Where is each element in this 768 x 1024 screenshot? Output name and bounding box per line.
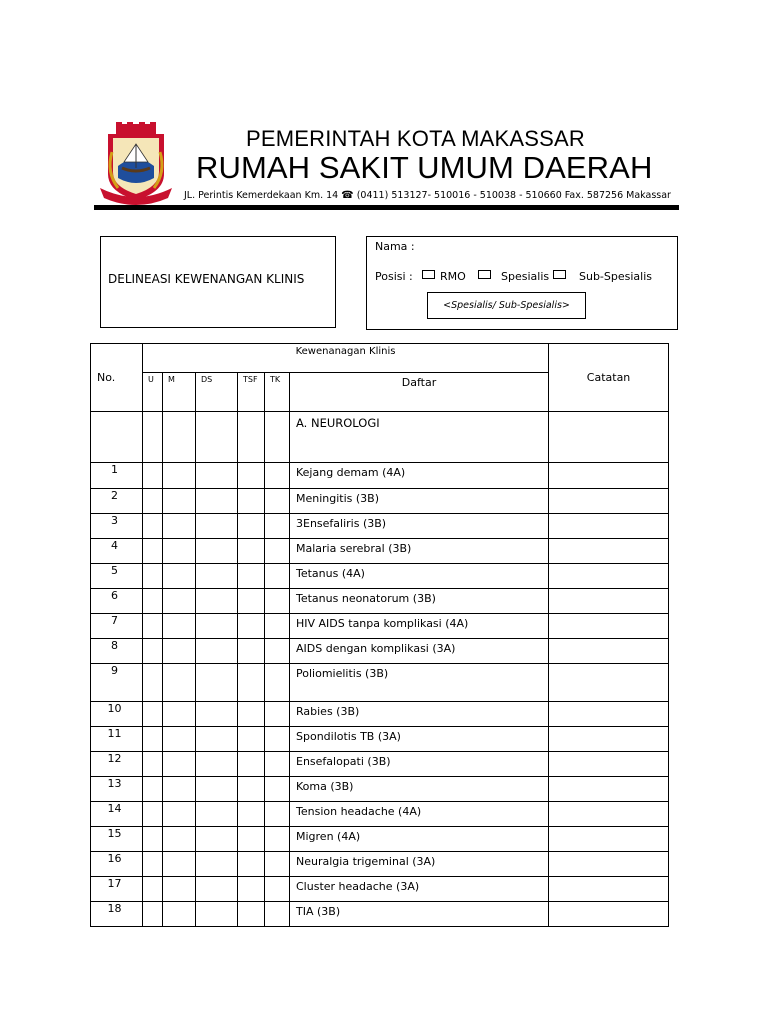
row-number: 1: [91, 463, 143, 489]
row-tk-cell[interactable]: [265, 827, 290, 852]
nama-label[interactable]: Nama :: [375, 240, 415, 253]
header-no: No.: [91, 344, 143, 412]
hospital-title: RUMAH SAKIT UMUM DAERAH: [196, 150, 653, 185]
spesialis-field[interactable]: <Spesialis/ Sub-Spesialis>: [427, 292, 586, 319]
row-m-cell[interactable]: [163, 489, 196, 514]
row-tsf-cell[interactable]: [238, 564, 265, 589]
header-m: M: [163, 373, 196, 412]
row-m-cell[interactable]: [163, 877, 196, 902]
row-u-cell[interactable]: [143, 489, 163, 514]
row-item: Neuralgia trigeminal (3A): [290, 852, 549, 877]
row-tk-cell[interactable]: [265, 802, 290, 827]
row-ds-cell[interactable]: [196, 664, 238, 702]
rmo-option-label: RMO: [440, 270, 466, 283]
table-row: [91, 727, 669, 752]
row-catatan-cell[interactable]: [549, 589, 669, 614]
row-m-cell[interactable]: [163, 589, 196, 614]
row-ds-cell[interactable]: [196, 539, 238, 564]
row-ds-cell[interactable]: [196, 752, 238, 777]
row-catatan-cell[interactable]: [549, 463, 669, 489]
table-header-row: [91, 344, 669, 373]
table-row: [91, 539, 669, 564]
row-m-cell[interactable]: [163, 752, 196, 777]
row-item: Poliomielitis (3B): [290, 664, 549, 702]
row-item: Rabies (3B): [290, 702, 549, 727]
spesialis-option-label: Spesialis: [501, 270, 550, 283]
section-no-cell: [91, 412, 143, 463]
table-row: [91, 514, 669, 539]
row-catatan-cell[interactable]: [549, 877, 669, 902]
row-number: 14: [91, 802, 143, 827]
row-tsf-cell[interactable]: [238, 777, 265, 802]
row-u-cell[interactable]: [143, 902, 163, 927]
row-m-cell[interactable]: [163, 639, 196, 664]
row-tk-cell[interactable]: [265, 702, 290, 727]
row-catatan-cell[interactable]: [549, 802, 669, 827]
row-tk-cell[interactable]: [265, 664, 290, 702]
row-tsf-cell[interactable]: [238, 752, 265, 777]
row-u-cell[interactable]: [143, 877, 163, 902]
row-ds-cell[interactable]: [196, 877, 238, 902]
row-number: 18: [91, 902, 143, 927]
row-tsf-cell[interactable]: [238, 489, 265, 514]
row-number: 6: [91, 589, 143, 614]
row-u-cell[interactable]: [143, 589, 163, 614]
row-m-cell[interactable]: [163, 727, 196, 752]
header-catatan: Catatan: [549, 344, 669, 412]
table-row: [91, 664, 669, 702]
form-title-box: [100, 236, 336, 328]
row-number: 17: [91, 877, 143, 902]
row-m-cell[interactable]: [163, 514, 196, 539]
header-ds: DS: [196, 373, 238, 412]
row-tsf-cell[interactable]: [238, 877, 265, 902]
table-row: [91, 614, 669, 639]
table-row: [91, 852, 669, 877]
row-number: 4: [91, 539, 143, 564]
row-m-cell[interactable]: [163, 777, 196, 802]
row-u-cell[interactable]: [143, 664, 163, 702]
row-ds-cell[interactable]: [196, 902, 238, 927]
row-tk-cell[interactable]: [265, 902, 290, 927]
row-catatan-cell[interactable]: [549, 727, 669, 752]
clinical-privileges-table: [90, 343, 669, 927]
posisi-label: Posisi :: [375, 270, 413, 283]
row-u-cell[interactable]: [143, 802, 163, 827]
row-ds-cell[interactable]: [196, 514, 238, 539]
header-tsf: TSF: [238, 373, 265, 412]
row-tk-cell[interactable]: [265, 489, 290, 514]
row-tsf-cell[interactable]: [238, 664, 265, 702]
row-catatan-cell[interactable]: [549, 752, 669, 777]
row-catatan-cell[interactable]: [549, 702, 669, 727]
row-tsf-cell[interactable]: [238, 514, 265, 539]
row-item: 3Ensefaliris (3B): [290, 514, 549, 539]
row-tsf-cell[interactable]: [238, 827, 265, 852]
section-ds-cell[interactable]: [196, 412, 238, 463]
row-u-cell[interactable]: [143, 614, 163, 639]
row-catatan-cell[interactable]: [549, 664, 669, 702]
row-m-cell[interactable]: [163, 702, 196, 727]
row-item: Tetanus (4A): [290, 564, 549, 589]
row-u-cell[interactable]: [143, 752, 163, 777]
row-number: 8: [91, 639, 143, 664]
row-number: 3: [91, 514, 143, 539]
row-tsf-cell[interactable]: [238, 802, 265, 827]
row-ds-cell[interactable]: [196, 827, 238, 852]
row-m-cell[interactable]: [163, 902, 196, 927]
address-contact: (0411) 513127- 510016 - 510038 - 510660 Fax. 587256 Makassar: [353, 190, 671, 201]
header-daftar: Daftar: [290, 373, 549, 412]
row-tsf-cell[interactable]: [238, 539, 265, 564]
row-u-cell[interactable]: [143, 539, 163, 564]
hospital-address: [184, 190, 671, 201]
section-catatan-cell[interactable]: [549, 412, 669, 463]
table-row: [91, 752, 669, 777]
row-catatan-cell[interactable]: [549, 902, 669, 927]
row-m-cell[interactable]: [163, 463, 196, 489]
spesialis-checkbox[interactable]: [478, 270, 491, 279]
row-item: Spondilotis TB (3A): [290, 727, 549, 752]
row-u-cell[interactable]: [143, 727, 163, 752]
row-u-cell[interactable]: [143, 639, 163, 664]
section-row: [91, 412, 669, 463]
row-tk-cell[interactable]: [265, 752, 290, 777]
row-number: 5: [91, 564, 143, 589]
row-item: Cluster headache (3A): [290, 877, 549, 902]
row-ds-cell[interactable]: [196, 489, 238, 514]
row-m-cell[interactable]: [163, 664, 196, 702]
row-m-cell[interactable]: [163, 827, 196, 852]
header-tk: TK: [265, 373, 290, 412]
header-divider: [94, 205, 679, 210]
row-tk-cell[interactable]: [265, 589, 290, 614]
row-tk-cell[interactable]: [265, 514, 290, 539]
row-tsf-cell[interactable]: [238, 852, 265, 877]
row-catatan-cell[interactable]: [549, 852, 669, 877]
row-item: Migren (4A): [290, 827, 549, 852]
row-m-cell[interactable]: [163, 539, 196, 564]
row-catatan-cell[interactable]: [549, 539, 669, 564]
row-number: 9: [91, 664, 143, 702]
row-u-cell[interactable]: [143, 564, 163, 589]
section-m-cell[interactable]: [163, 412, 196, 463]
row-ds-cell[interactable]: [196, 727, 238, 752]
row-tk-cell[interactable]: [265, 639, 290, 664]
row-u-cell[interactable]: [143, 852, 163, 877]
header-kewenangan: Kewenanagan Klinis: [143, 344, 549, 373]
row-number: 2: [91, 489, 143, 514]
phone-icon: ☎: [341, 190, 354, 201]
table-row: [91, 827, 669, 852]
row-tk-cell[interactable]: [265, 463, 290, 489]
row-item: Meningitis (3B): [290, 489, 549, 514]
row-ds-cell[interactable]: [196, 702, 238, 727]
table-row: [91, 777, 669, 802]
row-number: 15: [91, 827, 143, 852]
row-m-cell[interactable]: [163, 802, 196, 827]
row-number: 16: [91, 852, 143, 877]
row-m-cell[interactable]: [163, 614, 196, 639]
row-tk-cell[interactable]: [265, 614, 290, 639]
row-catatan-cell[interactable]: [549, 639, 669, 664]
table-row: [91, 702, 669, 727]
row-catatan-cell[interactable]: [549, 827, 669, 852]
row-ds-cell[interactable]: [196, 639, 238, 664]
row-ds-cell[interactable]: [196, 614, 238, 639]
row-u-cell[interactable]: [143, 463, 163, 489]
row-u-cell[interactable]: [143, 702, 163, 727]
row-tk-cell[interactable]: [265, 727, 290, 752]
row-item: Ensefalopati (3B): [290, 752, 549, 777]
row-catatan-cell[interactable]: [549, 514, 669, 539]
row-ds-cell[interactable]: [196, 802, 238, 827]
table-row: [91, 489, 669, 514]
row-catatan-cell[interactable]: [549, 489, 669, 514]
row-tk-cell[interactable]: [265, 564, 290, 589]
row-item: Koma (3B): [290, 777, 549, 802]
row-ds-cell[interactable]: [196, 852, 238, 877]
row-tk-cell[interactable]: [265, 539, 290, 564]
government-title: PEMERINTAH KOTA MAKASSAR: [246, 126, 585, 151]
sub-spesialis-option-label: Sub-Spesialis: [579, 270, 653, 283]
row-item: Tetanus neonatorum (3B): [290, 589, 549, 614]
table-row: [91, 639, 669, 664]
row-u-cell[interactable]: [143, 514, 163, 539]
section-tsf-cell[interactable]: [238, 412, 265, 463]
section-title: A. NEUROLOGI: [290, 412, 549, 463]
row-catatan-cell[interactable]: [549, 564, 669, 589]
row-tsf-cell[interactable]: [238, 727, 265, 752]
table-row: [91, 902, 669, 927]
row-item: AIDS dengan komplikasi (3A): [290, 639, 549, 664]
table-row: [91, 802, 669, 827]
row-number: 7: [91, 614, 143, 639]
identity-box: [366, 236, 678, 330]
row-tsf-cell[interactable]: [238, 463, 265, 489]
row-tk-cell[interactable]: [265, 777, 290, 802]
section-u-cell[interactable]: [143, 412, 163, 463]
row-ds-cell[interactable]: [196, 564, 238, 589]
section-tk-cell[interactable]: [265, 412, 290, 463]
row-item: Kejang demam (4A): [290, 463, 549, 489]
row-tsf-cell[interactable]: [238, 902, 265, 927]
table-row: [91, 589, 669, 614]
row-item: Malaria serebral (3B): [290, 539, 549, 564]
address-street: JL. Perintis Kemerdekaan Km. 14: [184, 190, 342, 201]
row-number: 13: [91, 777, 143, 802]
row-tsf-cell[interactable]: [238, 639, 265, 664]
row-ds-cell[interactable]: [196, 463, 238, 489]
row-number: 12: [91, 752, 143, 777]
sub-spesialis-checkbox[interactable]: [553, 270, 566, 279]
row-number: 11: [91, 727, 143, 752]
row-catatan-cell[interactable]: [549, 777, 669, 802]
row-tsf-cell[interactable]: [238, 589, 265, 614]
row-tk-cell[interactable]: [265, 852, 290, 877]
row-item: TIA (3B): [290, 902, 549, 927]
row-item: Tension headache (4A): [290, 802, 549, 827]
row-u-cell[interactable]: [143, 777, 163, 802]
rmo-checkbox[interactable]: [422, 270, 435, 279]
row-u-cell[interactable]: [143, 827, 163, 852]
row-ds-cell[interactable]: [196, 589, 238, 614]
makassar-emblem-logo: [98, 122, 174, 206]
row-m-cell[interactable]: [163, 564, 196, 589]
table-row: [91, 564, 669, 589]
row-catatan-cell[interactable]: [549, 614, 669, 639]
row-tsf-cell[interactable]: [238, 702, 265, 727]
row-number: 10: [91, 702, 143, 727]
header-u: U: [143, 373, 163, 412]
form-title: DELINEASI KEWENANGAN KLINIS: [108, 272, 305, 286]
row-ds-cell[interactable]: [196, 777, 238, 802]
row-tsf-cell[interactable]: [238, 614, 265, 639]
table-row: [91, 877, 669, 902]
row-m-cell[interactable]: [163, 852, 196, 877]
row-tk-cell[interactable]: [265, 877, 290, 902]
row-item: HIV AIDS tanpa komplikasi (4A): [290, 614, 549, 639]
table-row: [91, 463, 669, 489]
